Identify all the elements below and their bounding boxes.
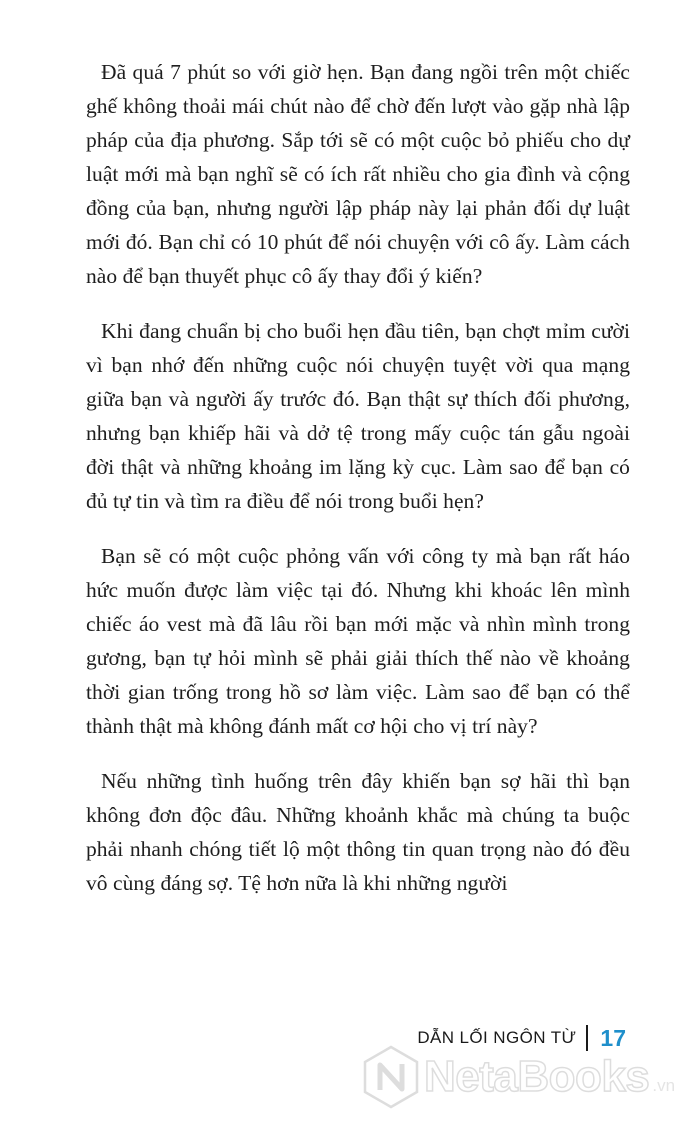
watermark — [362, 1042, 675, 1112]
paragraph-4: Nếu những tình huống trên đây khiến bạn sợ hãi thì bạn không đơn độc đâu. Những khoảnh khắc mà chúng ta buộc phải nhanh chóng tiết lộ một thông tin quan trọng nào đó đều vô cùng đáng sợ. Tệ hơn nữa là khi những người — [86, 769, 630, 895]
paragraph-3: Bạn sẽ có một cuộc phỏng vấn với công ty mà bạn rất háo hức muốn được làm việc tại đó. Nhưng khi khoác lên mình chiếc áo vest mà đã lâu rồi bạn mới mặc và nhìn mình trong gương, bạn tự hỏi mình sẽ phải giải thích thế nào về khoảng thời gian trống trong hồ sơ làm việc. Làm sao để bạn có thể thành thật mà không đánh mất cơ hội cho vị trí này? — [86, 544, 630, 738]
watermark-brand: NetaBooks — [424, 1052, 650, 1101]
watermark-suffix: .vn — [652, 1076, 676, 1095]
paragraph-2: Khi đang chuẩn bị cho buổi hẹn đầu tiên, bạn chợt mỉm cười vì bạn nhớ đến những cuộc nói chuyện tuyệt vời qua mạng giữa bạn và người ấy trước đó. Bạn thật sự thích đối phương, nhưng bạn khiếp hãi và dở tệ trong mấy cuộc tán gẫu ngoài đời thật và những khoảng im lặng kỳ cục. Làm sao để bạn có đủ tự tin và tìm ra điều để nói trong buổi hẹn? — [86, 319, 630, 513]
page-number: 17 — [600, 1024, 626, 1051]
paragraph-1: Đã quá 7 phút so với giờ hẹn. Bạn đang ngồi trên một chiếc ghế không thoải mái chút nào để chờ đến lượt vào gặp nhà lập pháp của địa phương. Sắp tới sẽ có một cuộc bỏ phiếu cho dự luật mới mà bạn nghĩ sẽ có ích rất nhiều cho gia đình và cộng đồng của bạn, nhưng người lập pháp này lại phản đối dự luật mới đó. Bạn chỉ có 10 phút để nói chuyện với cô ấy. Làm cách nào để bạn thuyết phục cô ấy thay đổi ý kiến? — [86, 60, 630, 288]
netabooks-logo-icon — [362, 1045, 420, 1109]
body-text — [86, 55, 630, 900]
running-title: DẪN LỐI NGÔN TỪ — [417, 1028, 577, 1047]
